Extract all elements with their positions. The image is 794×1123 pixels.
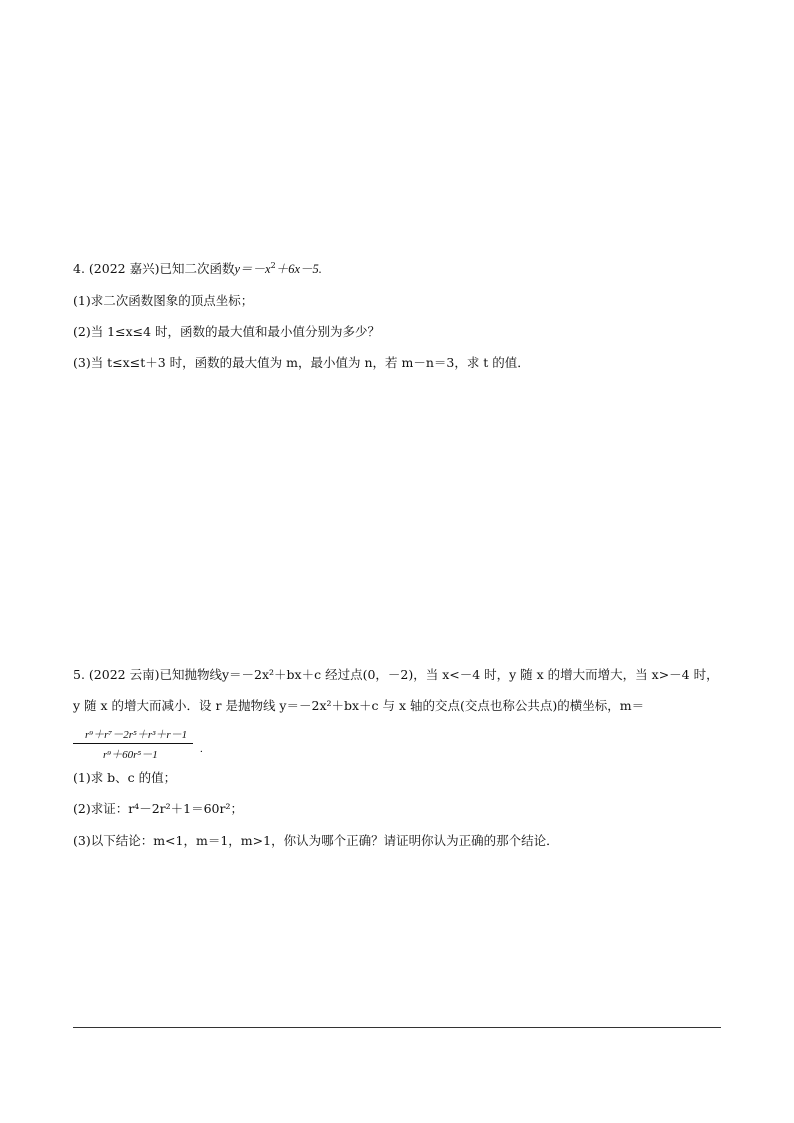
problem-5-line-2: y 随 x 的增大而减小．设 r 是抛物线 y＝－2x²＋bx＋c 与 x 轴的交点(交点也称公共点)的横坐标，m＝: [73, 698, 645, 713]
problem-5-text-1: 已知抛物线y＝－2x²＋bx＋c 经过点(0，－2)，当 x<－4 时，y 随 x 的增大而增大，当 x>－4 时，: [159, 667, 719, 682]
problem-5-source: (2022 云南): [88, 667, 160, 682]
problem-4-stem: 已知二次函数: [159, 261, 235, 276]
problem-4-equation-lead: y＝－x: [234, 262, 271, 276]
problem-4-source: (2022 嘉兴): [88, 261, 160, 276]
problem-4-question-3: (3)当 t≤x≤t＋3 时，函数的最大值为 m，最小值为 n，若 m－n＝3，求 t 的值．: [73, 355, 530, 370]
problem-5-question-2: (2)求证：r⁴－2r²＋1＝60r²；: [73, 801, 243, 816]
problem-5-question-1: (1)求 b、c 的值；: [73, 770, 177, 785]
problem-4-number: 4.: [73, 261, 85, 276]
fraction-numerator: r⁹＋r⁷－2r⁵＋r³＋r－1: [73, 726, 193, 744]
problem-5-question-3: (3)以下结论：m<1，m＝1，m>1，你认为哪个正确？请证明你认为正确的那个结论．: [73, 833, 559, 848]
problem-5-line-1: [73, 667, 719, 683]
problem-4-equation-tail: ＋6x－5.: [275, 262, 322, 276]
footer-rule: [73, 1027, 721, 1028]
problem-4-question-1: (1)求二次函数图象的顶点坐标；: [73, 293, 254, 308]
fraction-period: .: [200, 743, 203, 755]
problem-4-question-2: (2)当 1≤x≤4 时，函数的最大值和最小值分别为多少？: [73, 324, 381, 339]
problem-5-number: 5.: [73, 667, 85, 682]
m-fraction: [73, 726, 203, 762]
problem-4-header: 4. (2022 嘉兴)已知二次函数$y=-x^2+6x-5$.: [73, 261, 322, 276]
fraction-denominator: r⁹＋60r⁵－1: [103, 749, 158, 761]
